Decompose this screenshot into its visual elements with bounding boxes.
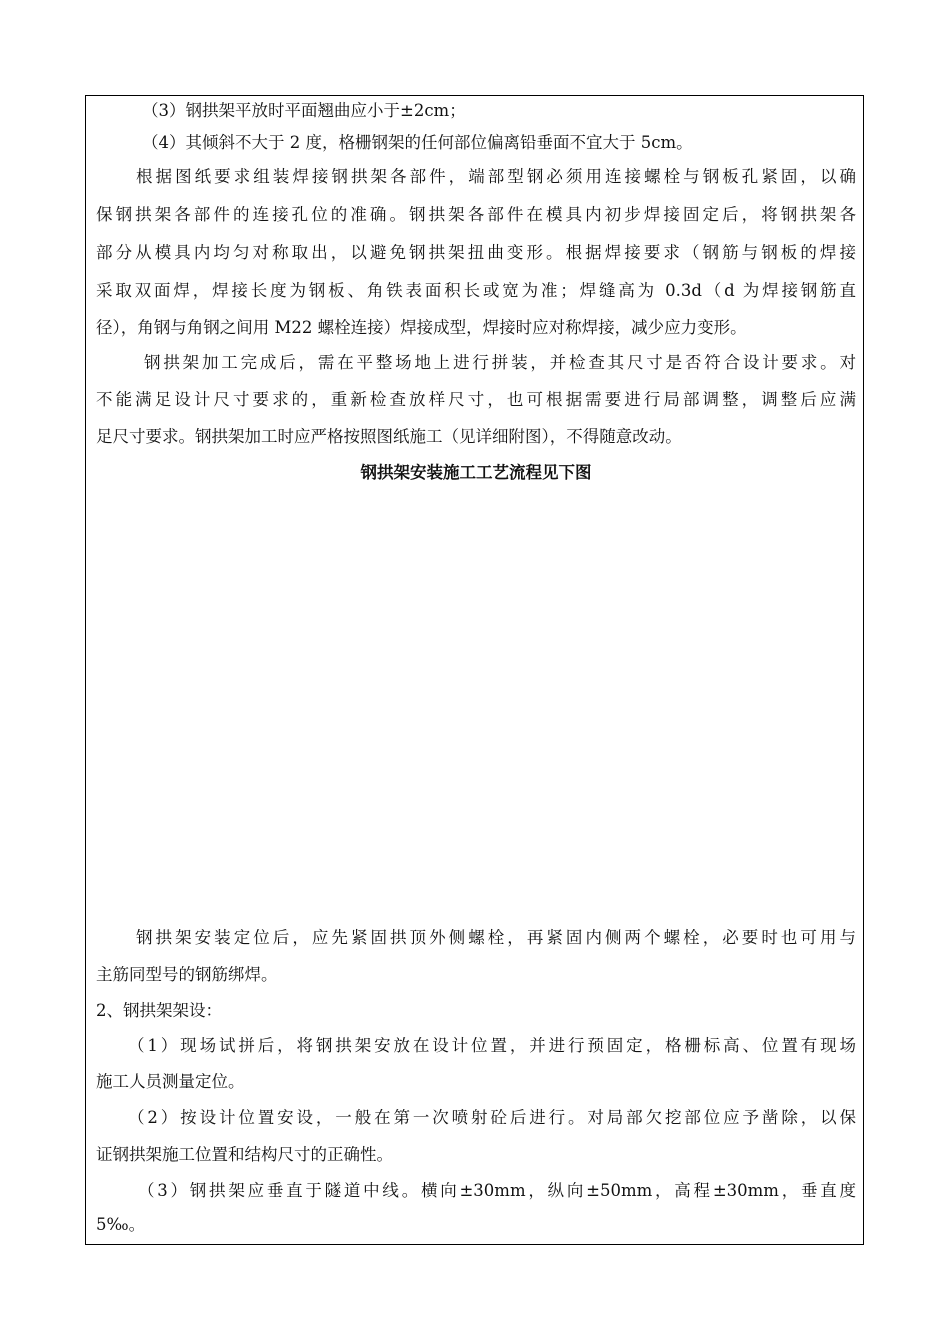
item-3-warp: （3）钢拱架平放时平面翘曲应小于±2cm； xyxy=(142,101,466,120)
item-2-line-1: （2）按设计位置安设，一般在第一次喷射砼后进行。对局部欠挖部位应予凿除，以保 xyxy=(128,1108,856,1127)
paragraph-processing-line-2: 不能满足设计尺寸要求的，重新检查放样尺寸，也可根据需要进行局部调整，调整后应满 xyxy=(96,390,856,409)
item-1-line-2: 施工人员测量定位。 xyxy=(96,1072,245,1091)
paragraph-assembly-line-5: 径），角钢与角钢之间用 M22 螺栓连接）焊接成型，焊接时应对称焊接，减少应力变形。 xyxy=(96,318,747,337)
paragraph-positioning-line-2: 主筋同型号的钢筋绑焊。 xyxy=(96,965,278,984)
item-1-line-1: （1）现场试拼后，将钢拱架安放在设计位置，并进行预固定，格栅标高、位置有现场 xyxy=(128,1036,856,1055)
paragraph-positioning-line-1: 钢拱架安装定位后，应先紧固拱顶外侧螺栓，再紧固内侧两个螺栓，必要时也可用与 xyxy=(136,928,856,947)
paragraph-assembly-line-1: 根据图纸要求组装焊接钢拱架各部件，端部型钢必须用连接螺栓与钢板孔紧固，以确 xyxy=(136,167,856,186)
item-3-line-1: （3）钢拱架应垂直于隧道中线。横向±30mm，纵向±50mm，高程±30mm，垂直度 xyxy=(138,1181,856,1200)
flowchart-figure-area xyxy=(96,492,856,912)
paragraph-processing-line-3: 足尺寸要求。钢拱架加工时应严格按照图纸施工（见详细附图），不得随意改动。 xyxy=(96,427,682,446)
figure-heading: 钢拱架安装施工工艺流程见下图 xyxy=(360,463,592,482)
item-3-line-2: 5‰。 xyxy=(96,1215,146,1234)
item-2-line-2: 证钢拱架施工位置和结构尺寸的正确性。 xyxy=(96,1145,393,1164)
paragraph-processing-line-1: 钢拱架加工完成后，需在平整场地上进行拼装，并检查其尺寸是否符合设计要求。对 xyxy=(144,353,856,372)
paragraph-assembly-line-4: 采取双面焊，焊接长度为钢板、角铁表面积长或宽为准；焊缝高为 0.3d（d 为焊接钢筋直 xyxy=(96,281,856,300)
section-2-heading: 2、钢拱架架设： xyxy=(96,1001,222,1020)
paragraph-assembly-line-2: 保钢拱架各部件的连接孔位的准确。钢拱架各部件在模具内初步焊接固定后，将钢拱架各 xyxy=(96,205,856,224)
item-4-tilt: （4）其倾斜不大于 2 度，格栅钢架的任何部位偏离铅垂面不宜大于 5cm。 xyxy=(142,133,693,152)
paragraph-assembly-line-3: 部分从模具内均匀对称取出，以避免钢拱架扭曲变形。根据焊接要求（钢筋与钢板的焊接 xyxy=(96,243,856,262)
